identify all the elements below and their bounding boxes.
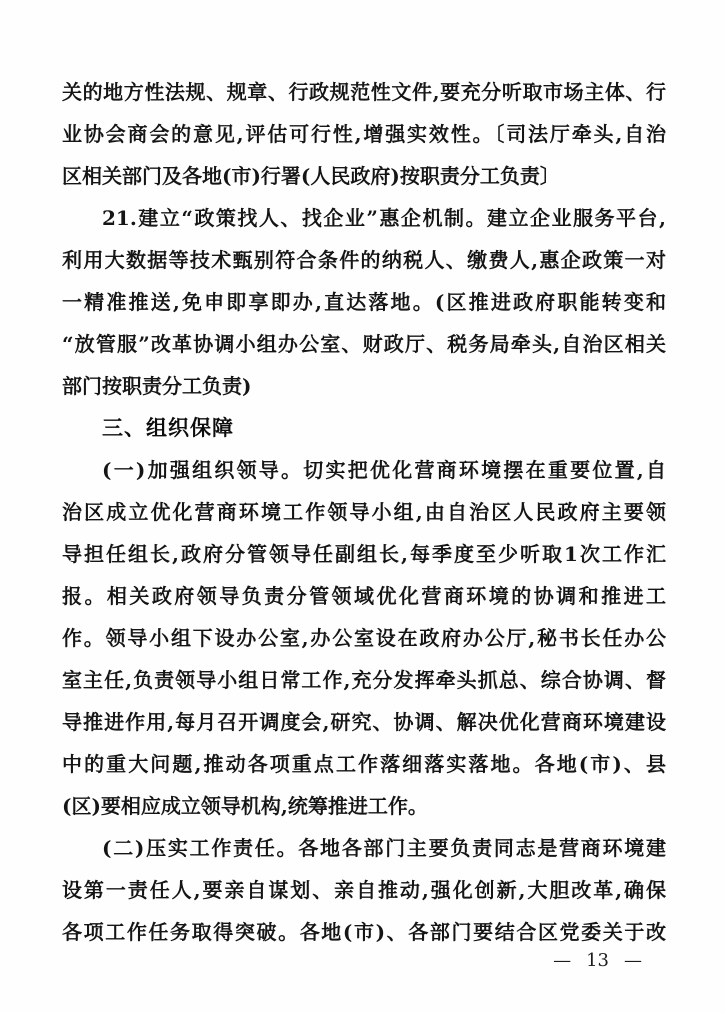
text-line: 报。相关政府领导负责分管领域优化营商环境的协调和推进工 <box>62 584 666 608</box>
text-line: 关的地方性法规、规章、行政规范性文件,要充分听取市场主体、行 <box>62 80 666 104</box>
page-number: 13 <box>586 950 609 971</box>
footer-dash-right: — <box>624 950 642 971</box>
text-line: (二)压实工作责任。各地各部门主要负责同志是营商环境建 <box>102 836 666 860</box>
text-line: “放管服”改革协调小组办公室、财政厅、税务局牵头,自治区相关 <box>62 332 666 356</box>
text-line: (一)加强组织领导。切实把优化营商环境摆在重要位置,自 <box>102 458 666 482</box>
text-line: 设第一责任人,要亲自谋划、亲自推动,强化创新,大胆改革,确保 <box>62 878 666 902</box>
text-line: 导担任组长,政府分管领导任副组长,每季度至少听取1次工作汇 <box>62 542 666 566</box>
text-line: 中的重大问题,推动各项重点工作落细落实落地。各地(市)、县 <box>62 752 666 776</box>
section-heading: 三、组织保障 <box>102 416 234 440</box>
document-body <box>62 71 666 953</box>
text-line: 区相关部门及各地(市)行署(人民政府)按职责分工负责〕 <box>62 164 560 188</box>
text-line: 室主任,负责领导小组日常工作,充分发挥牵头抓总、综合协调、督 <box>62 668 666 692</box>
text-line: 治区成立优化营商环境工作领导小组,由自治区人民政府主要领 <box>62 500 666 524</box>
text-line: 作。领导小组下设办公室,办公室设在政府办公厅,秘书长任办公 <box>62 626 666 650</box>
text-line: 21.建立“政策找人、找企业”惠企机制。建立企业服务平台, <box>102 206 666 230</box>
text-line: 一精准推送,免申即享即办,直达落地。(区推进政府职能转变和 <box>62 290 666 314</box>
text-line: 导推进作用,每月召开调度会,研究、协调、解决优化营商环境建设 <box>62 710 666 734</box>
text-line: 业协会商会的意见,评估可行性,增强实效性。〔司法厅牵头,自治 <box>62 122 666 146</box>
text-line: 利用大数据等技术甄别符合条件的纳税人、缴费人,惠企政策一对 <box>62 248 666 272</box>
text-line: (区)要相应成立领导机构,统筹推进工作。 <box>62 794 428 818</box>
text-line: 各项工作任务取得突破。各地(市)、各部门要结合区党委关于改 <box>62 920 666 944</box>
page-footer <box>553 950 642 971</box>
footer-dash-left: — <box>553 950 572 971</box>
text-line: 部门按职责分工负责) <box>62 374 252 398</box>
